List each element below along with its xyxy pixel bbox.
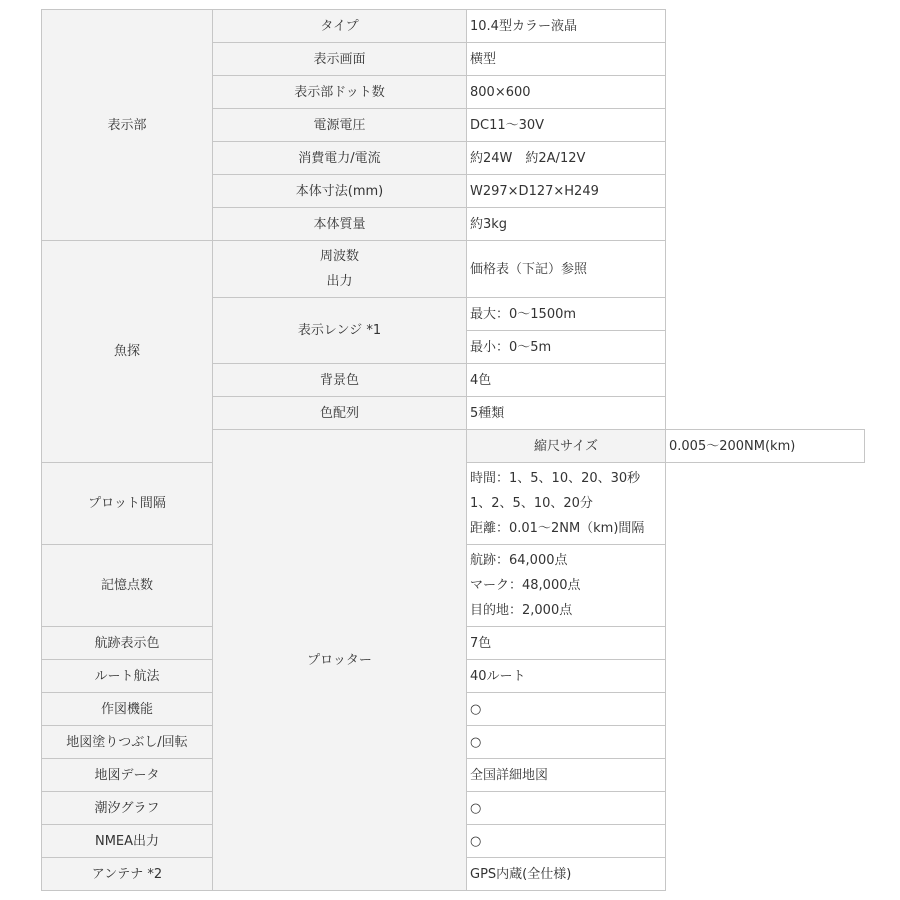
value-cell bbox=[467, 825, 666, 858]
row-value: 横型 bbox=[470, 51, 497, 67]
row-value: 約24W 約2A/12V bbox=[470, 150, 586, 166]
circle-mark: ○ bbox=[470, 800, 482, 816]
row-value: 時間：1、5、10、20、30秒 bbox=[470, 471, 641, 486]
value-cell bbox=[467, 241, 666, 298]
row-label: プロット間隔 bbox=[88, 496, 166, 511]
row-label: 地図データ bbox=[94, 767, 160, 783]
row-label: 航跡表示色 bbox=[94, 635, 160, 651]
label-cell bbox=[213, 397, 467, 430]
value-cell bbox=[467, 109, 666, 142]
spec-table-body bbox=[42, 10, 865, 891]
row-value: 7色 bbox=[470, 635, 492, 651]
category-label: 表示部 bbox=[107, 117, 147, 133]
row-value: 最大：0～1500m bbox=[470, 306, 577, 322]
value-cell bbox=[467, 397, 666, 430]
value-cell bbox=[467, 545, 666, 627]
label-cell bbox=[42, 463, 213, 545]
row-value: 全国詳細地図 bbox=[470, 767, 549, 783]
value-cell bbox=[467, 660, 666, 693]
value-cell bbox=[467, 463, 666, 545]
row-value: 40ルート bbox=[470, 668, 526, 684]
row-label: 表示レンジ *1 bbox=[297, 323, 382, 338]
row-value: 1、2、5、10、20分 bbox=[470, 496, 593, 511]
row-value: 価格表（下記）参照 bbox=[470, 261, 588, 277]
label-cell bbox=[42, 693, 213, 726]
label-cell bbox=[213, 142, 467, 175]
value-cell bbox=[467, 792, 666, 825]
row-label: 縮尺サイズ bbox=[534, 438, 598, 454]
row-value: 航跡：64,000点 bbox=[470, 553, 568, 568]
category-cell bbox=[42, 10, 213, 241]
row-label: タイプ bbox=[320, 18, 359, 34]
label-cell bbox=[42, 792, 213, 825]
row-label: 記憶点数 bbox=[100, 578, 153, 593]
row-value: 最小：0～5m bbox=[470, 339, 552, 355]
value-cell bbox=[467, 364, 666, 397]
row-value: 距離：0.01～2NM（km)間隔 bbox=[470, 521, 645, 536]
label-cell bbox=[42, 726, 213, 759]
label-cell bbox=[42, 627, 213, 660]
row-label: 作図機能 bbox=[100, 701, 153, 717]
row-label: 表示部ドット数 bbox=[294, 84, 385, 100]
category-label: プロッター bbox=[307, 652, 372, 668]
row-value: W297×D127×H249 bbox=[470, 183, 599, 199]
category-label: 魚探 bbox=[113, 344, 140, 359]
row-label: アンテナ *2 bbox=[91, 866, 163, 882]
row-value: DC11～30V bbox=[470, 117, 545, 133]
value-cell bbox=[666, 430, 865, 463]
row-label: 表示画面 bbox=[313, 51, 366, 67]
label-cell bbox=[213, 208, 467, 241]
row-value: 0.005～200NM(km) bbox=[669, 438, 796, 454]
circle-mark: ○ bbox=[470, 833, 482, 849]
row-label: 出力 bbox=[326, 274, 353, 289]
row-value: 5種類 bbox=[470, 405, 505, 421]
category-cell bbox=[213, 430, 467, 891]
value-cell bbox=[467, 10, 666, 43]
row-value: 800×600 bbox=[470, 84, 531, 100]
value-cell bbox=[467, 175, 666, 208]
label-cell bbox=[213, 175, 467, 208]
label-cell bbox=[213, 10, 467, 43]
value-cell bbox=[467, 759, 666, 792]
row-value: 目的地：2,000点 bbox=[470, 603, 573, 618]
value-cell bbox=[467, 858, 666, 891]
spec-table bbox=[41, 9, 865, 891]
row-label: ルート航法 bbox=[94, 668, 160, 684]
value-cell bbox=[467, 76, 666, 109]
label-cell bbox=[42, 825, 213, 858]
value-cell bbox=[467, 726, 666, 759]
circle-mark: ○ bbox=[470, 734, 482, 750]
row-label: 周波数 bbox=[319, 249, 359, 264]
row-value: 4色 bbox=[470, 372, 492, 388]
row-value: 10.4型カラー液晶 bbox=[470, 18, 577, 34]
value-cell bbox=[467, 208, 666, 241]
label-cell bbox=[467, 430, 666, 463]
row-value: 約3kg bbox=[470, 216, 508, 232]
label-cell bbox=[42, 660, 213, 693]
row-label: 消費電力/電流 bbox=[298, 150, 381, 166]
table-row bbox=[42, 241, 865, 298]
value-cell bbox=[467, 331, 666, 364]
row-label: 地図塗りつぶし/回転 bbox=[66, 734, 188, 750]
row-label: NMEA出力 bbox=[94, 833, 160, 849]
label-cell bbox=[213, 76, 467, 109]
label-cell bbox=[213, 241, 467, 298]
row-label: 電源電圧 bbox=[313, 117, 366, 133]
label-cell bbox=[42, 759, 213, 792]
category-cell bbox=[42, 241, 213, 463]
value-cell bbox=[467, 43, 666, 76]
label-cell bbox=[42, 858, 213, 891]
value-cell bbox=[467, 298, 666, 331]
value-cell bbox=[467, 142, 666, 175]
row-label: 潮汐グラフ bbox=[94, 800, 160, 816]
label-cell bbox=[213, 43, 467, 76]
value-cell bbox=[467, 693, 666, 726]
label-cell bbox=[213, 109, 467, 142]
label-cell bbox=[213, 364, 467, 397]
row-label: 本体寸法(mm) bbox=[295, 183, 384, 199]
circle-mark: ○ bbox=[470, 701, 482, 717]
value-cell bbox=[467, 627, 666, 660]
row-value: GPS内蔵(全仕様) bbox=[470, 866, 572, 882]
row-label: 色配列 bbox=[319, 405, 359, 421]
label-cell bbox=[213, 298, 467, 364]
row-value: マーク：48,000点 bbox=[470, 578, 581, 593]
table-row bbox=[42, 10, 865, 43]
label-cell bbox=[42, 545, 213, 627]
row-label: 本体質量 bbox=[313, 216, 366, 232]
row-label: 背景色 bbox=[319, 372, 359, 388]
